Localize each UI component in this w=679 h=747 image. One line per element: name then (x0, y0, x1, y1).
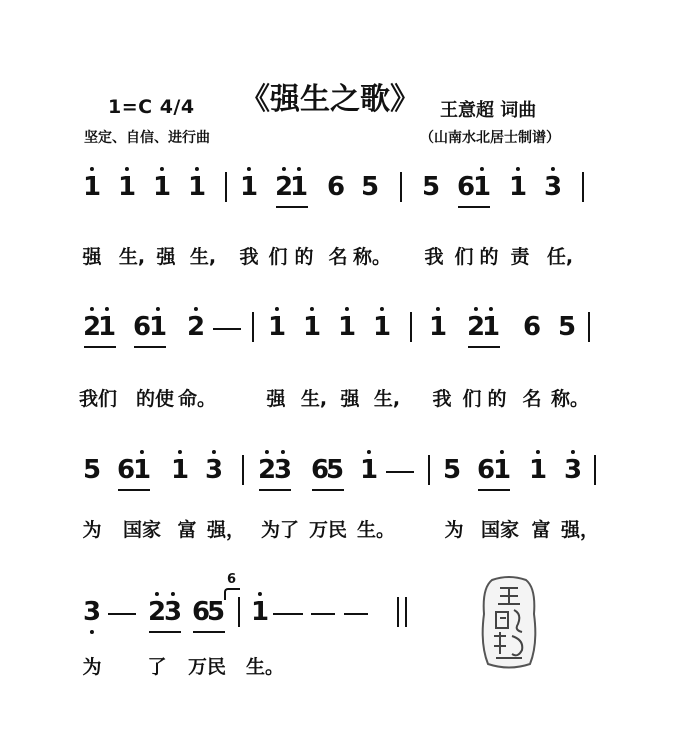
lyric: 为了 (260, 519, 300, 541)
note: 1 (148, 312, 168, 342)
dash (213, 328, 241, 330)
lyric: 生。 (356, 519, 396, 541)
beam (193, 631, 225, 633)
dash (344, 613, 368, 615)
lyric: 生。 (245, 656, 285, 678)
final-barline (397, 597, 399, 627)
note: 3 (163, 597, 183, 627)
note: 6 (310, 455, 330, 485)
note: 5 (421, 172, 441, 202)
note: 1 (472, 172, 492, 202)
dash (311, 613, 335, 615)
note: 1 (337, 312, 357, 342)
note: 2 (274, 172, 294, 202)
note: 6 (476, 455, 496, 485)
barline (242, 455, 244, 485)
lyric: 强， (206, 519, 246, 541)
note: 3 (543, 172, 563, 202)
lyrics-line-1 (0, 242, 679, 272)
author-credit: 王意超 词曲 (440, 100, 537, 121)
note: 6 (116, 455, 136, 485)
note: 5 (206, 597, 226, 627)
lyric: 我 (239, 246, 259, 268)
lyric: 的 (479, 246, 499, 268)
lyric: 万民 (187, 656, 227, 678)
lyric: 富 (177, 519, 197, 541)
lyrics-line-3 (0, 515, 679, 545)
note: 6 (191, 597, 211, 627)
lyric: 生, (300, 388, 328, 410)
seal-stamp-icon (478, 574, 540, 672)
note: 2 (186, 312, 206, 342)
lyrics-line-4 (0, 652, 679, 682)
note: 5 (442, 455, 462, 485)
lyric: 生, (373, 388, 401, 410)
lyric: 为 (444, 519, 464, 541)
lyric: 我们 (78, 388, 118, 410)
dash (386, 471, 414, 473)
lyric: 任, (546, 246, 574, 268)
lyric: 富 (531, 519, 551, 541)
lyric: 们 (454, 246, 474, 268)
note: 1 (267, 312, 287, 342)
key-signature: 1=C 4/4 (108, 96, 195, 118)
note: 1 (117, 172, 137, 202)
barline (588, 312, 590, 342)
lyric: 的使 (135, 388, 175, 410)
note: 1 (508, 172, 528, 202)
barline (252, 312, 254, 342)
note: 1 (372, 312, 392, 342)
note: 1 (481, 312, 501, 342)
final-barline (405, 597, 407, 627)
note: 6 (456, 172, 476, 202)
note: 1 (359, 455, 379, 485)
lyric: 国家 (122, 519, 162, 541)
note: 1 (187, 172, 207, 202)
lyric: 的 (294, 246, 314, 268)
note: 3 (204, 455, 224, 485)
note: 1 (289, 172, 309, 202)
lyric: 万民 (308, 519, 348, 541)
note: 1 (152, 172, 172, 202)
lyric: 强 (266, 388, 286, 410)
grace-note-slur (224, 588, 240, 600)
lyric: 命。 (177, 388, 217, 410)
transcriber-credit: （山南水北居士制谱） (420, 130, 560, 146)
lyric: 为 (82, 656, 102, 678)
note: 2 (82, 312, 102, 342)
barline (400, 172, 402, 202)
staff-4 (0, 597, 679, 637)
beam (134, 346, 166, 348)
note: 1 (492, 455, 512, 485)
note: 6 (326, 172, 346, 202)
dash (108, 613, 136, 615)
note: 5 (325, 455, 345, 485)
note: 3 (82, 597, 102, 627)
barline (410, 312, 412, 342)
note: 1 (132, 455, 152, 485)
note: 3 (273, 455, 293, 485)
barline (238, 597, 240, 627)
note: 1 (428, 312, 448, 342)
lyric: 责 (510, 246, 530, 268)
tempo-marking: 坚定、自信、进行曲 (84, 130, 210, 146)
lyric: 生, (118, 246, 146, 268)
barline (582, 172, 584, 202)
note: 2 (466, 312, 486, 342)
lyric: 我 (432, 388, 452, 410)
note: 1 (250, 597, 270, 627)
note: 1 (97, 312, 117, 342)
note: 5 (82, 455, 102, 485)
song-title: 《强生之歌》 (240, 82, 420, 117)
lyric: 们 (462, 388, 482, 410)
note: 1 (82, 172, 102, 202)
lyric: 称。 (550, 388, 590, 410)
staff-3 (0, 455, 679, 495)
beam (478, 489, 510, 491)
dash (273, 613, 303, 615)
lyric: 了 (147, 656, 167, 678)
barline (428, 455, 430, 485)
note: 3 (563, 455, 583, 485)
lyric: 名 (522, 388, 542, 410)
lyrics-line-2 (0, 384, 679, 414)
note: 1 (239, 172, 259, 202)
note: 5 (360, 172, 380, 202)
note: 1 (302, 312, 322, 342)
grace-note: 6 (227, 572, 237, 587)
beam (276, 206, 308, 208)
lyric: 强， (560, 519, 600, 541)
lyric: 强 (340, 388, 360, 410)
beam (458, 206, 490, 208)
lyric: 称。 (352, 246, 392, 268)
note: 2 (147, 597, 167, 627)
barline (594, 455, 596, 485)
staff-2 (0, 312, 679, 352)
lyric: 生, (189, 246, 217, 268)
note: 6 (132, 312, 152, 342)
beam (118, 489, 150, 491)
lyric: 为 (82, 519, 102, 541)
staff-1 (0, 172, 679, 212)
note: 1 (528, 455, 548, 485)
beam (468, 346, 500, 348)
lyric: 强 (82, 246, 102, 268)
beam (84, 346, 116, 348)
note: 1 (170, 455, 190, 485)
beam (312, 489, 344, 491)
lyric: 们 (268, 246, 288, 268)
barline (225, 172, 227, 202)
beam (149, 631, 181, 633)
lyric: 名 (328, 246, 348, 268)
note: 5 (557, 312, 577, 342)
note: 2 (257, 455, 277, 485)
note: 6 (522, 312, 542, 342)
lyric: 我 (424, 246, 444, 268)
lyric: 强 (156, 246, 176, 268)
beam (259, 489, 291, 491)
lyric: 的 (487, 388, 507, 410)
lyric: 国家 (480, 519, 520, 541)
